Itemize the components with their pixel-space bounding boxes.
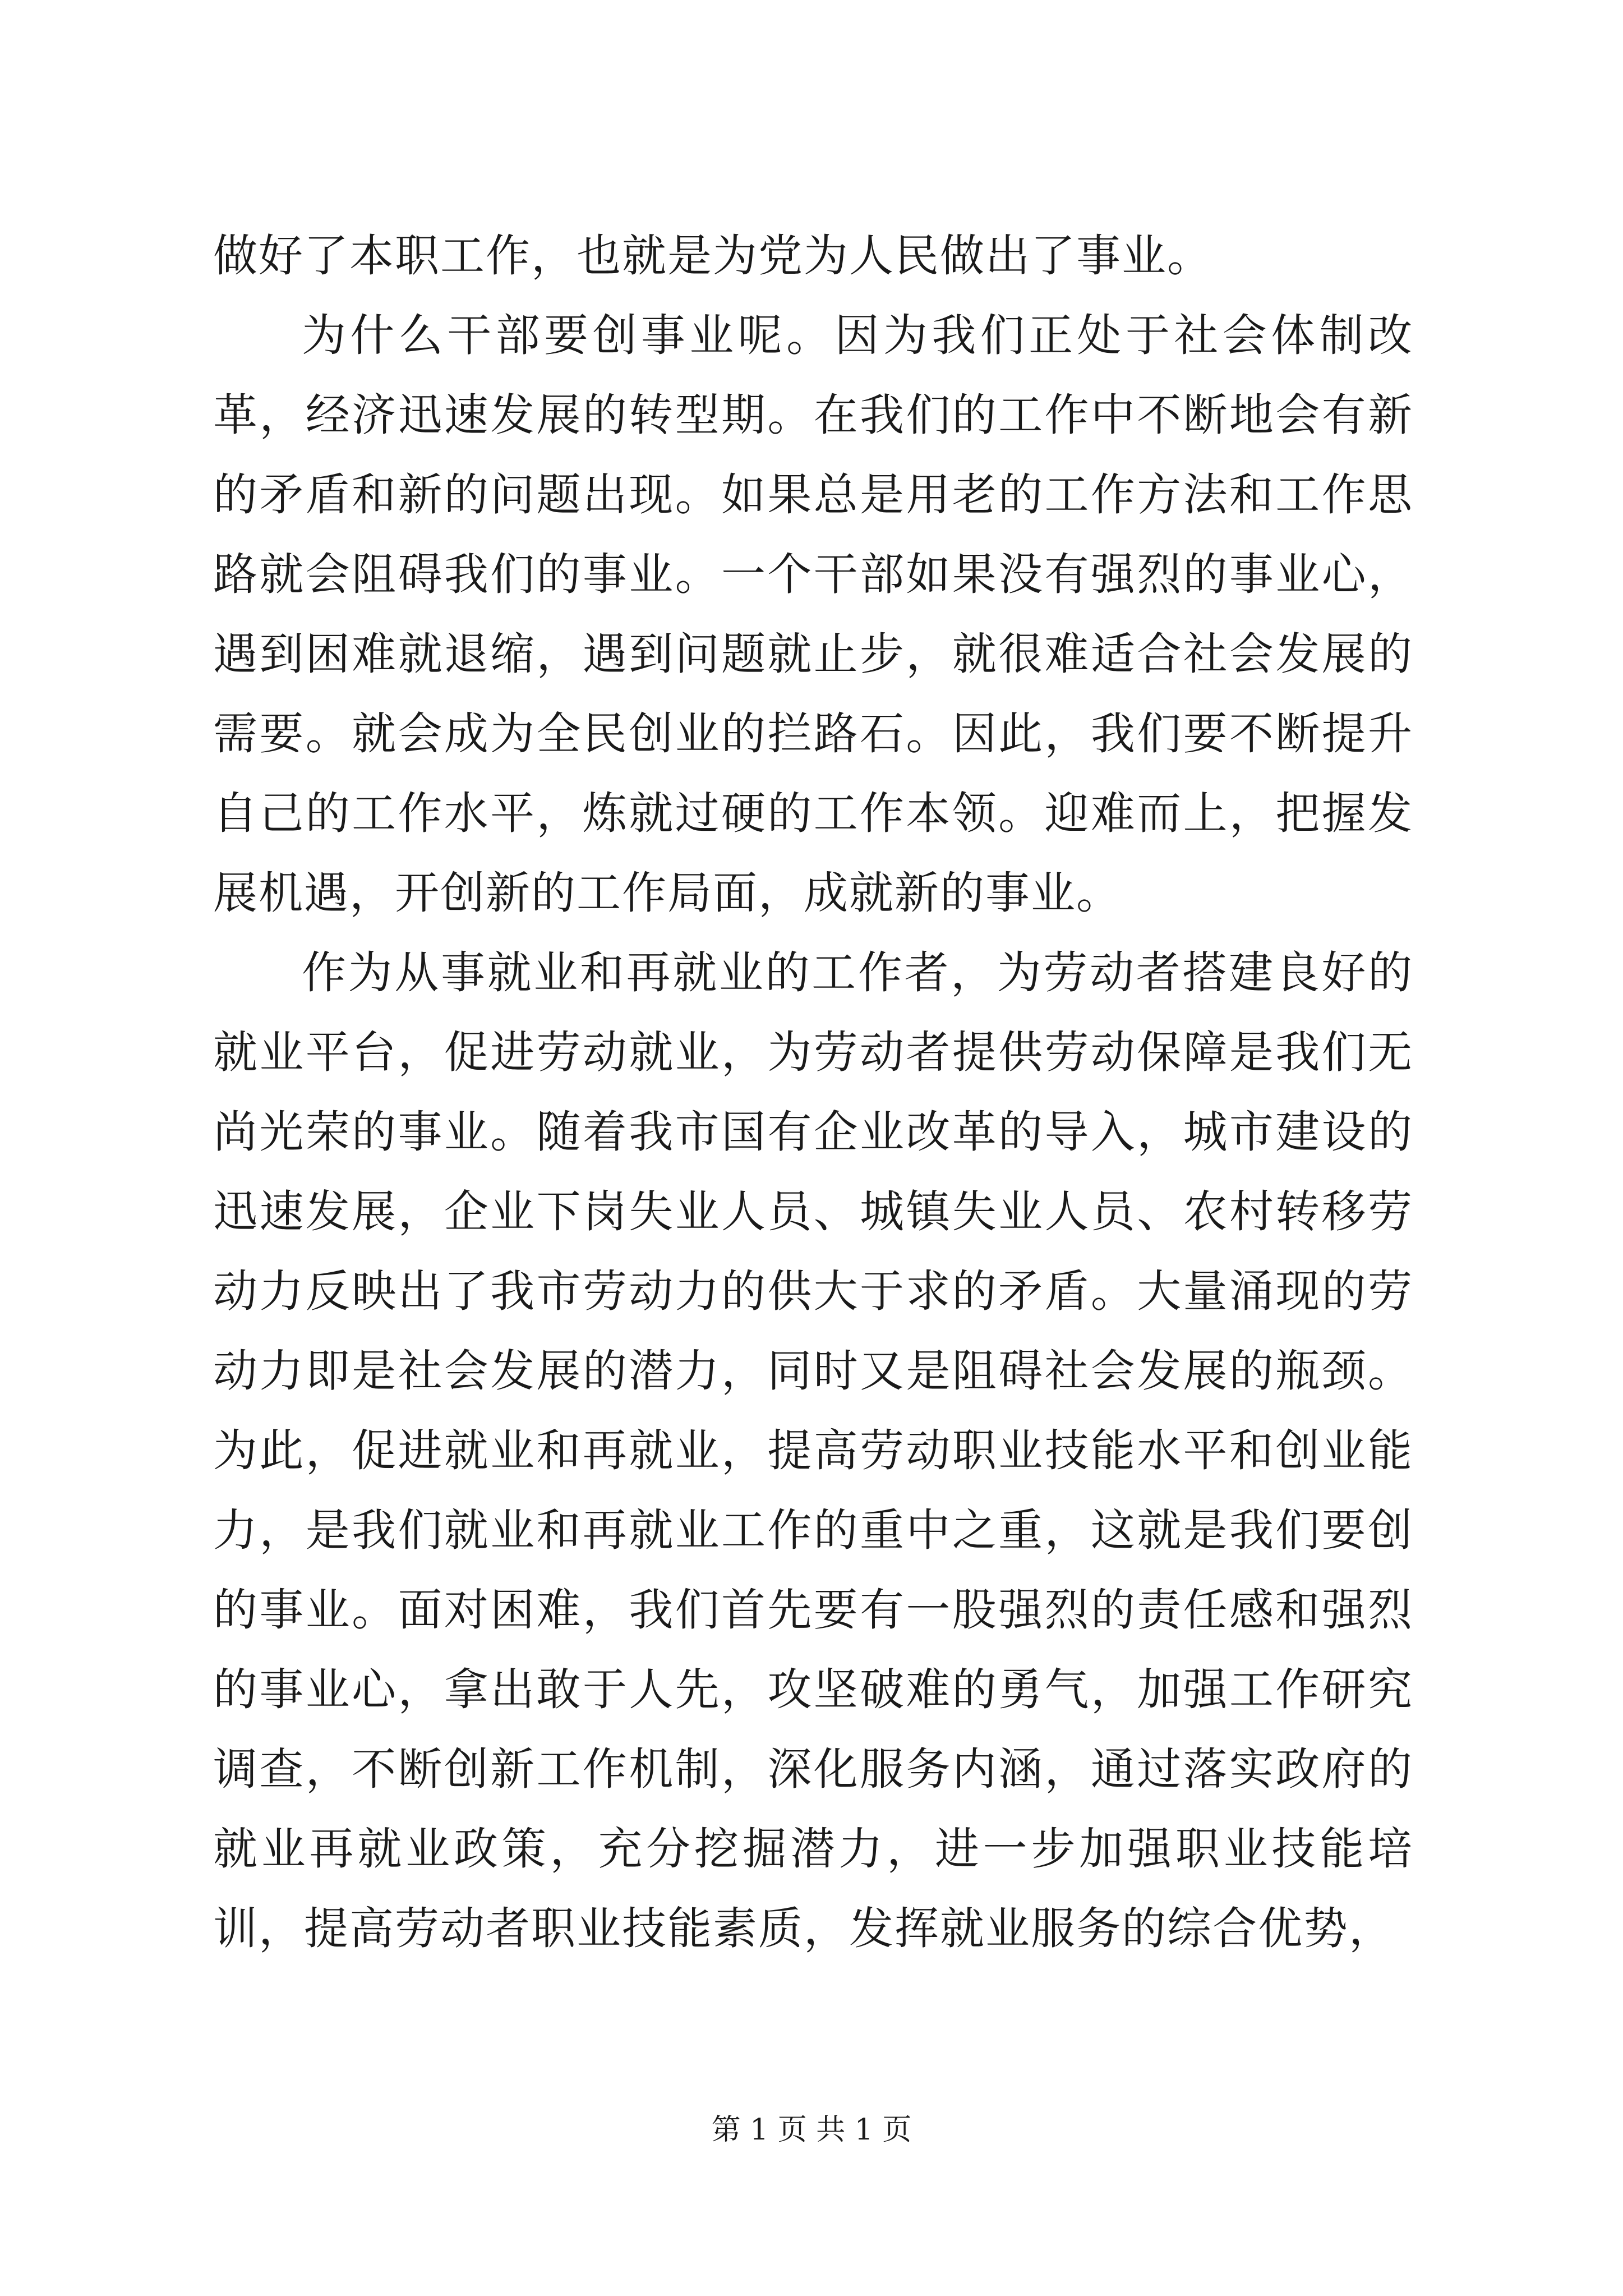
page-footer: 第 1 页 共 1 页 <box>711 2113 912 2147</box>
paragraph-continuation: 做好了本职工作，也就是为党为人民做出了事业。 <box>213 230 1212 282</box>
paragraph-why-create-career: 为什么干部要创事业呢。因为我们正处于社会体制改革，经济迅速发展的转型期。在我们的工作中不断地会有新的矛盾和新的问题出现。如果总是用老的工作方法和工作思路就会阻碍我们的事业。一个干部如果没有强烈的事业心，遇到困难就退缩，遇到问题就止步，就很难适合社会发展的需要。就会成为全民创业的拦路石。因此，我们要不断提升自己的工作水平，炼就过硬的工作本领。迎难而上，把握发展机遇，开创新的工作局面，成就新的事业。 <box>213 310 1413 919</box>
document-body <box>213 216 1413 1968</box>
paragraph-employment-work: 作为从事就业和再就业的工作者，为劳动者搭建良好的就业平台，促进劳动就业，为劳动者提供劳动保障是我们无尚光荣的事业。随着我市国有企业改革的导入，城市建设的迅速发展，企业下岗失业人员、城镇失业人员、农村转移劳动力反映出了我市劳动力的供大于求的矛盾。大量涌现的劳动力即是社会发展的潜力，同时又是阻碍社会发展的瓶颈。为此，促进就业和再就业，提高劳动职业技能水平和创业能力，是我们就业和再就业工作的重中之重，这就是我们要创的事业。面对困难，我们首先要有一股强烈的责任感和强烈的事业心，拿出敢于人先，攻坚破难的勇气，加强工作研究调查，不断创新工作机制，深化服务内涵，通过落实政府的就业再就业政策，充分挖掘潜力，进一步加强职业技能培训，提高劳动者职业技能素质，发挥就业服务的综合优势， <box>213 947 1413 1954</box>
